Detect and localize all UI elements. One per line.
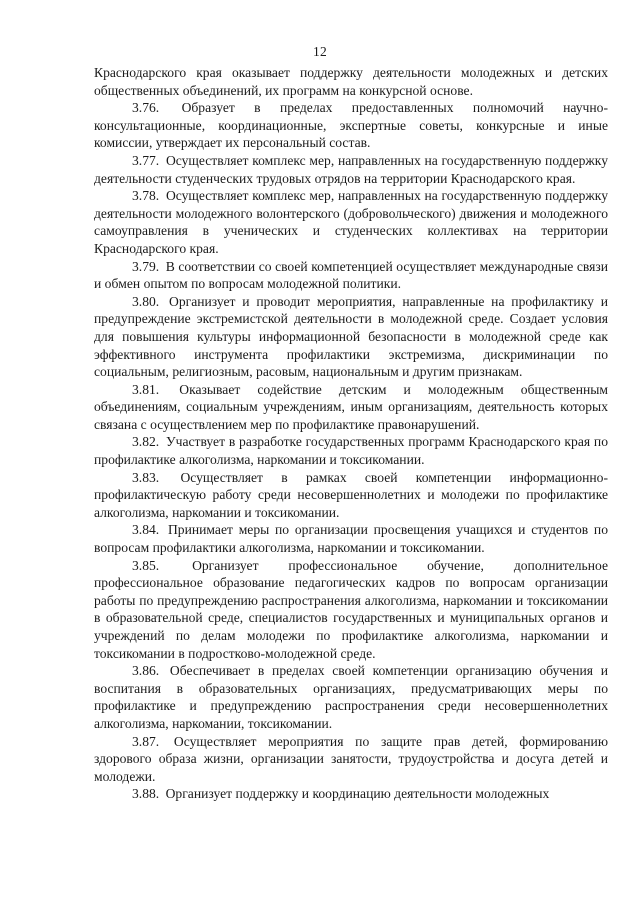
paragraph-number: 3.85. bbox=[132, 557, 160, 573]
paragraph-text: Осуществляет в рамках своей компетенции информационно-профилактическую работу среди несовершеннолетних и молодежи по профилактике алкоголизма, наркомании и токсикомании. bbox=[94, 469, 608, 520]
paragraph-3-86 bbox=[94, 662, 608, 732]
paragraph-3-80 bbox=[94, 293, 608, 381]
paragraph-3-78 bbox=[94, 187, 608, 257]
paragraph-number: 3.80. bbox=[132, 293, 160, 309]
paragraph-continuation bbox=[94, 64, 608, 99]
paragraph-number: 3.77. bbox=[132, 152, 160, 168]
paragraph-text: В соответствии со своей компетенцией осуществляет международные связи и обмен опытом по вопросам молодежной политики. bbox=[94, 258, 608, 292]
paragraph-number: 3.81. bbox=[132, 381, 160, 397]
paragraph-text: Осуществляет комплекс мер, направленных на государственную поддержку деятельности студенческих трудовых отрядов на территории Краснодарского края. bbox=[94, 152, 608, 186]
paragraph-3-84 bbox=[94, 521, 608, 556]
paragraph-3-88 bbox=[94, 785, 608, 803]
paragraph-3-81 bbox=[94, 381, 608, 434]
page-number: 12 bbox=[313, 44, 327, 59]
paragraph-text: Организует профессиональное обучение, дополнительное профессиональное образование педагогических кадров по вопросам организации работы по предупреждению распространения алкоголизма, наркомании и токсикомании в образовательной среде, специалистов государственных и муниципальных органов и учреждений по делам молодежи по профилактике алкоголизма, наркомании и токсикомании в подростково-молодежной среде. bbox=[94, 557, 608, 661]
paragraph-text: Осуществляет мероприятия по защите прав детей, формированию здорового образа жизни, организации занятости, трудоустройства и досуга детей и молодежи. bbox=[94, 733, 608, 784]
paragraph-text: Принимает меры по организации просвещения учащихся и студентов по вопросам профилактики алкоголизма, наркомании и токсикомании. bbox=[94, 522, 609, 556]
paragraph-3-79 bbox=[94, 258, 608, 293]
paragraph-number: 3.82. bbox=[132, 434, 160, 450]
paragraph-text: Организует поддержку и координацию деятельности молодежных bbox=[165, 786, 550, 802]
paragraph-text: Образует в пределах предоставленных полномочий научно-консультационные, координационные, экспертные советы, конкурсные и иные комиссии, утверждает их персональный состав. bbox=[94, 100, 608, 151]
paragraph-3-83 bbox=[94, 469, 608, 522]
paragraph-number: 3.83. bbox=[132, 469, 160, 485]
paragraph-number: 3.86. bbox=[132, 663, 160, 679]
paragraph-text: Обеспечивает в пределах своей компетенции организацию обучения и воспитания в образовательных организациях, предусматривающих меры по профилактике и предупреждению распространения среди несовершеннолетних алкоголизма, наркомании, токсикомании. bbox=[94, 663, 608, 731]
document-body bbox=[94, 64, 608, 803]
paragraph-text: Оказывает содействие детским и молодежным общественным объединениям, социальным учреждениям, иным организациям, деятельность которых связана с осуществлением мер по профилактике правонарушений. bbox=[94, 381, 608, 432]
paragraph-number: 3.78. bbox=[132, 188, 160, 204]
paragraph-number: 3.79. bbox=[132, 258, 160, 274]
paragraph-number: 3.88. bbox=[132, 786, 160, 802]
paragraph-3-77 bbox=[94, 152, 608, 187]
paragraph-3-76 bbox=[94, 99, 608, 152]
paragraph-text: Организует и проводит мероприятия, направленные на профилактику и предупреждение экстремистской деятельности в молодежной среде. Создает условия для повышения культуры информационной безопасности в молодежной среде как эффективного инструмента профилактики экстремизма, дискриминации по социальным, религиозным, расовым, национальным и другим признакам. bbox=[94, 293, 608, 380]
paragraph-text: Участвует в разработке государственных программ Краснодарского края по профилактике алкоголизма, наркомании и токсикомании. bbox=[94, 434, 608, 468]
paragraph-number: 3.84. bbox=[132, 522, 160, 538]
paragraph-number: 3.87. bbox=[132, 733, 160, 749]
paragraph-3-87 bbox=[94, 733, 608, 786]
paragraph-text: Краснодарского края оказывает поддержку деятельности молодежных и детских общественных объединений, их программ на конкурсной основе. bbox=[94, 65, 608, 98]
paragraph-3-82 bbox=[94, 433, 608, 468]
paragraph-text: Осуществляет комплекс мер, направленных на государственную поддержку деятельности молодежного волонтерского (добровольческого) движения и молодежного самоуправления в ученических и студенческих коллективах на территории Краснодарского края. bbox=[94, 188, 608, 256]
paragraph-number: 3.76. bbox=[132, 100, 160, 116]
paragraph-3-85 bbox=[94, 557, 608, 663]
